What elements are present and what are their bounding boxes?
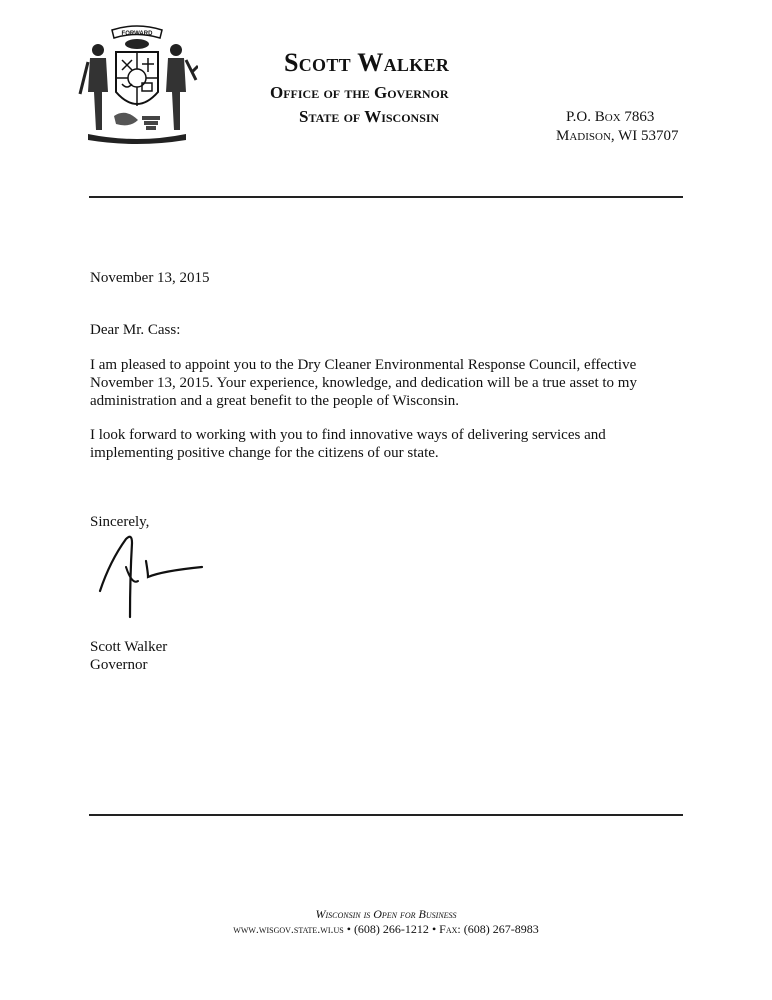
bullet-separator: • — [431, 922, 440, 936]
footer-website: www.wisgov.state.wi.us — [233, 922, 344, 936]
letterhead-office: Office of the Governor — [270, 83, 449, 102]
footer-slogan: Wisconsin is Open for Business — [315, 907, 457, 921]
footer-divider — [89, 814, 683, 816]
wisconsin-state-seal-icon — [76, 20, 198, 148]
seal-banner-text: FORWARD — [121, 31, 153, 37]
letterhead-name: Scott Walker — [284, 48, 450, 77]
signer-title: Governor — [90, 657, 148, 673]
letter-date: November 13, 2015 — [90, 270, 210, 286]
footer-contact — [0, 922, 772, 937]
footer-fax-label: Fax: — [439, 922, 461, 936]
letterhead-state: State of Wisconsin — [299, 107, 440, 126]
footer-fax: (608) 267-8983 — [463, 922, 539, 936]
signer-name: Scott Walker — [90, 639, 168, 655]
header-divider — [89, 196, 683, 198]
letter-paragraph: I look forward to working with you to find innovative ways of delivering services and implementing positive change for the citizens of our state. — [90, 427, 606, 461]
letter-paragraph: I am pleased to appoint you to the Dry Cleaner Environmental Response Council, effective November 13, 2015. Your experience, knowledge, and dedication will be a true asset to my administration and a great benefit to the people of Wisconsin. — [90, 357, 637, 409]
bullet-separator: • — [346, 922, 354, 936]
address-city-zip: Madison, WI 53707 — [556, 128, 679, 144]
handwritten-signature-icon — [92, 527, 208, 623]
letter-salutation: Dear Mr. Cass: — [90, 322, 181, 338]
address-po-box: P.O. Box 7863 — [566, 109, 655, 125]
footer-phone: (608) 266-1212 — [353, 922, 429, 936]
letter-closing: Sincerely, — [90, 514, 150, 530]
